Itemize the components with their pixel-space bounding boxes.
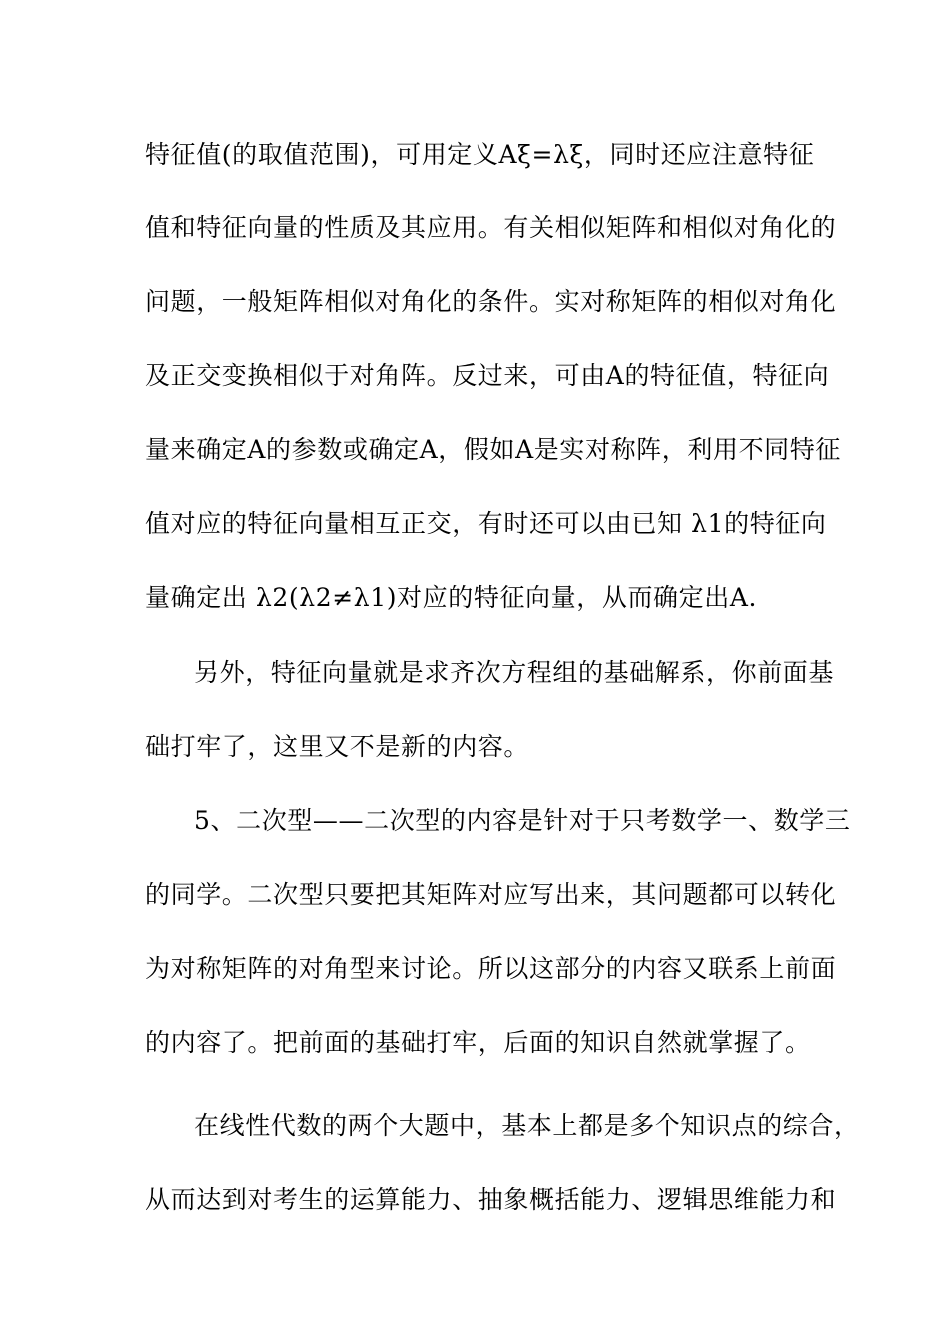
text-line: 从而达到对考生的运算能力、抽象概括能力、逻辑思维能力和: [145, 1185, 837, 1214]
text-line: 值对应的特征向量相互正交，有时还可以由已知 λ1的特征向: [145, 509, 827, 538]
text-line: 的同学。二次型只要把其矩阵对应写出来，其问题都可以转化: [145, 880, 837, 909]
text-line: 的内容了。把前面的基础打牢，后面的知识自然就掌握了。: [145, 1028, 811, 1057]
text-line: 特征值(的取值范围)，可用定义Aξ=λξ，同时还应注意特征: [145, 140, 815, 169]
text-line: 问题，一般矩阵相似对角化的条件。实对称矩阵的相似对角化: [145, 287, 837, 316]
paragraph-first-line: 另外，特征向量就是求齐次方程组的基础解系，你前面基: [194, 658, 835, 687]
text-line: 量确定出 λ2(λ2≠λ1)对应的特征向量，从而确定出A.: [145, 583, 758, 612]
paragraph-first-line: 5、二次型——二次型的内容是针对于只考数学一、数学三: [194, 806, 851, 835]
paragraph-first-line: 在线性代数的两个大题中，基本上都是多个知识点的综合，: [194, 1111, 860, 1140]
text-line: 础打牢了，这里又不是新的内容。: [145, 732, 530, 761]
text-line: 为对称矩阵的对角型来讨论。所以这部分的内容又联系上前面: [145, 954, 837, 983]
text-line: 及正交变换相似于对角阵。反过来，可由A的特征值，特征向: [145, 361, 830, 390]
text-line: 值和特征向量的性质及其应用。有关相似矩阵和相似对角化的: [145, 213, 837, 242]
text-line: 量来确定A的参数或确定A，假如A是实对称阵，利用不同特征: [145, 435, 841, 464]
